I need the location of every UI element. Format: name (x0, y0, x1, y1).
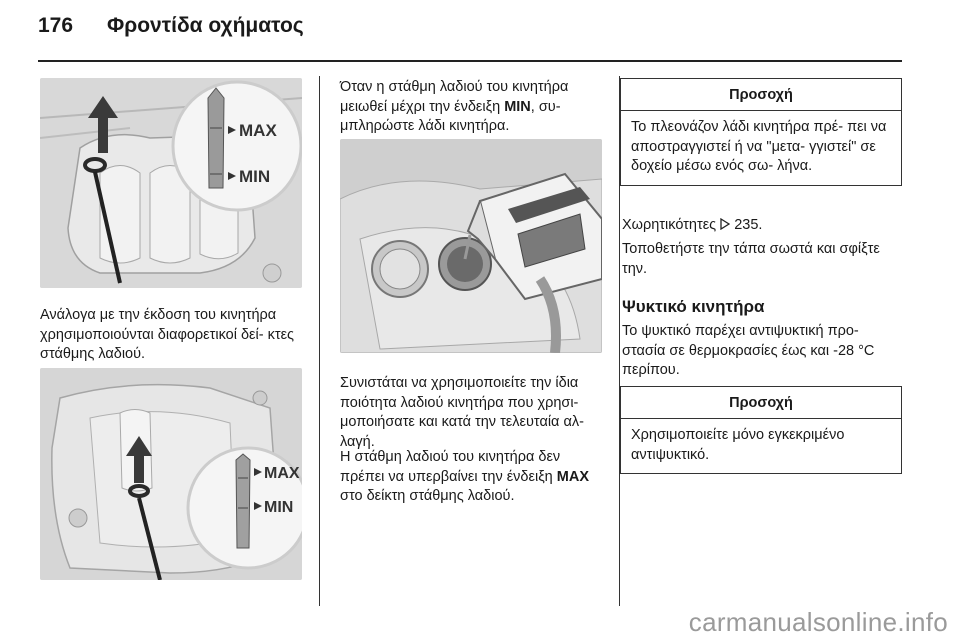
capacities-page-ref[interactable]: 235. (734, 217, 763, 233)
coolant-description: Το ψυκτικό παρέχει αντιψυκτική προ- στασία σε θερμοκρασίες έως και -28 °C περίπου. (622, 323, 875, 378)
min-mark-text: MIN (504, 98, 531, 115)
max-level-warning (340, 448, 604, 507)
caution-heading-2: Προσοχή (621, 387, 901, 419)
caution-box-antifreeze (620, 386, 902, 474)
oil-filling-illustration (340, 139, 602, 353)
page-number: 176 (38, 14, 74, 37)
watermark-text: carmanualsonline.info (688, 607, 948, 637)
caution-heading: Προσοχή (621, 79, 901, 111)
max-mark-text: MAX (556, 468, 590, 485)
dipstick-min-label: MIN (239, 167, 271, 186)
dipstick-max-label-2: MAX (264, 465, 300, 482)
dipstick-min-label-2: MIN (264, 499, 294, 516)
page-title: Φροντίδα οχήματος (107, 14, 304, 37)
max-warning-text-pre: Η στάθμη λαδιού του κινητήρα δεν πρέπει να υπερβαίνει την ένδειξη (340, 449, 561, 485)
capacities-label: Χωρητικότητες (622, 217, 717, 233)
capacities-reference (622, 216, 902, 236)
dipstick-versions-caption: Ανάλογα με την έκδοση του κινητήρα χρησιμοποιούνται διαφορετικοί δεί- κτες στάθμης λαδιού. (40, 307, 295, 362)
caution-box-excess-oil (620, 78, 902, 186)
caution-body-2: Χρησιμοποιείτε μόνο εγκεκριμένο αντιψυκτικό. (631, 427, 845, 463)
dipstick-illustration-2 (40, 368, 302, 580)
top-up-text-post: , συ- μπληρώστε λάδι κινητήρα. (340, 98, 561, 134)
header-rule (38, 60, 902, 62)
column-divider-left (319, 76, 320, 606)
caution-body: Το πλεονάζον λάδι κινητήρα πρέ- πει να αποστραγγιστεί ή να "μετα- γγιστεί" σε δοχείο μέσω ενός σω- λήνα. (631, 119, 887, 174)
dipstick-illustration-1 (40, 78, 302, 288)
top-up-instruction (340, 78, 604, 137)
max-warning-text-post: στο δείκτη στάθμης λαδιού. (340, 488, 515, 504)
coolant-section-heading: Ψυκτικό κινητήρα (622, 297, 765, 316)
top-up-text-pre: Όταν η στάθμη λαδιού του κινητήρα μειωθεί μέχρι την ένδειξη (340, 79, 569, 115)
cap-instruction: Τοποθετήστε την τάπα σωστά και σφίξτε την. (622, 241, 880, 277)
dipstick-max-label: MAX (239, 121, 277, 140)
oil-quality-recommendation: Συνιστάται να χρησιμοποιείτε την ίδια ποιότητα λαδιού κινητήρα που χρησι- μοποιήσατε και κατά την τελευταία αλ- λαγή. (340, 375, 584, 450)
page-ref-arrow-icon (720, 218, 730, 230)
